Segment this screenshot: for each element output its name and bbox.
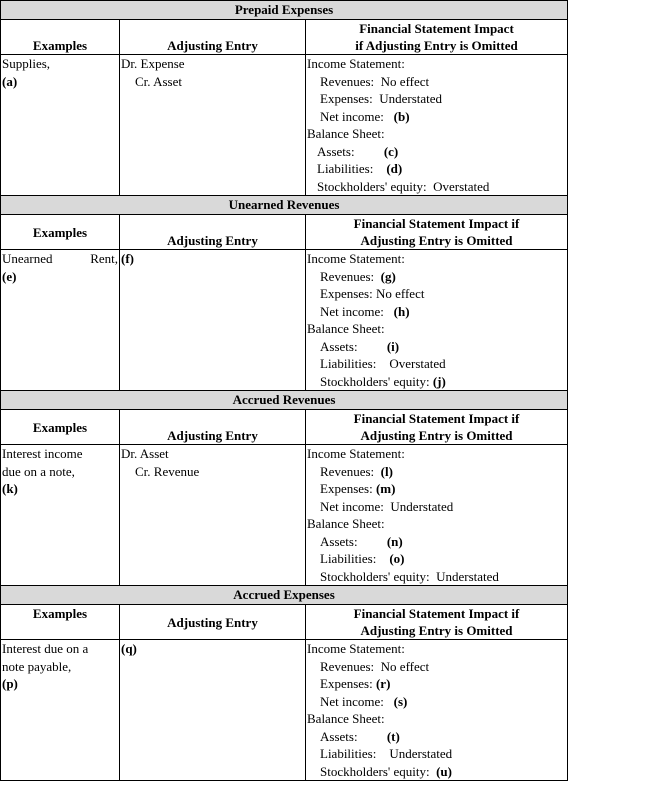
adjusting-entry-header: Adjusting Entry bbox=[120, 20, 306, 55]
example-cell: Unearned Rent, (e) bbox=[1, 250, 120, 391]
section-title: Accrued Revenues bbox=[1, 391, 568, 410]
impact-cell: Income Statement: Revenues: (l) Expenses: (m) Net income: Understated Balance Sheet: Assets: (n) Liabilities: (o) Stockholders' equity: Understated bbox=[306, 445, 568, 586]
impact-cell: Income Statement: Revenues: No effect Expenses: (r) Net income: (s) Balance Sheet: Assets: (t) Liabilities: Understated Stockholders' equity: (u) bbox=[306, 640, 568, 781]
examples-header: Examples bbox=[1, 215, 120, 250]
examples-header: Examples bbox=[1, 410, 120, 445]
example-cell: Interest due on a note payable, (p) bbox=[1, 640, 120, 781]
section-title: Unearned Revenues bbox=[1, 196, 568, 215]
adjusting-entry-cell: Dr. Expense Cr. Asset bbox=[120, 55, 306, 196]
section-title: Accrued Expenses bbox=[1, 586, 568, 605]
impact-cell: Income Statement: Revenues: No effect Expenses: Understated Net income: (b) Balance Sheet: Assets: (c) Liabilities: (d) Stockholders' equity: Overstated bbox=[306, 55, 568, 196]
impact-header: Financial Statement Impact if Adjusting Entry is Omitted bbox=[306, 20, 568, 55]
impact-header: Financial Statement Impact if Adjusting Entry is Omitted bbox=[306, 605, 568, 640]
section-title: Prepaid Expenses bbox=[1, 1, 568, 20]
adjusting-entry-cell: (q) bbox=[120, 640, 306, 781]
adjusting-entry-header: Adjusting Entry bbox=[120, 410, 306, 445]
example-cell: Supplies, (a) bbox=[1, 55, 120, 196]
impact-cell: Income Statement: Revenues: (g) Expenses: No effect Net income: (h) Balance Sheet: Assets: (i) Liabilities: Overstated Stockholders' equity: (j) bbox=[306, 250, 568, 391]
adjusting-entry-header: Adjusting Entry bbox=[120, 215, 306, 250]
examples-header: Examples bbox=[1, 20, 120, 55]
adjusting-entry-header: Adjusting Entry bbox=[120, 605, 306, 640]
impact-header: Financial Statement Impact if Adjusting Entry is Omitted bbox=[306, 215, 568, 250]
examples-header: Examples bbox=[1, 605, 120, 640]
adjusting-entry-cell: (f) bbox=[120, 250, 306, 391]
impact-header: Financial Statement Impact if Adjusting Entry is Omitted bbox=[306, 410, 568, 445]
example-cell: Interest income due on a note, (k) bbox=[1, 445, 120, 586]
adjusting-entry-cell: Dr. Asset Cr. Revenue bbox=[120, 445, 306, 586]
